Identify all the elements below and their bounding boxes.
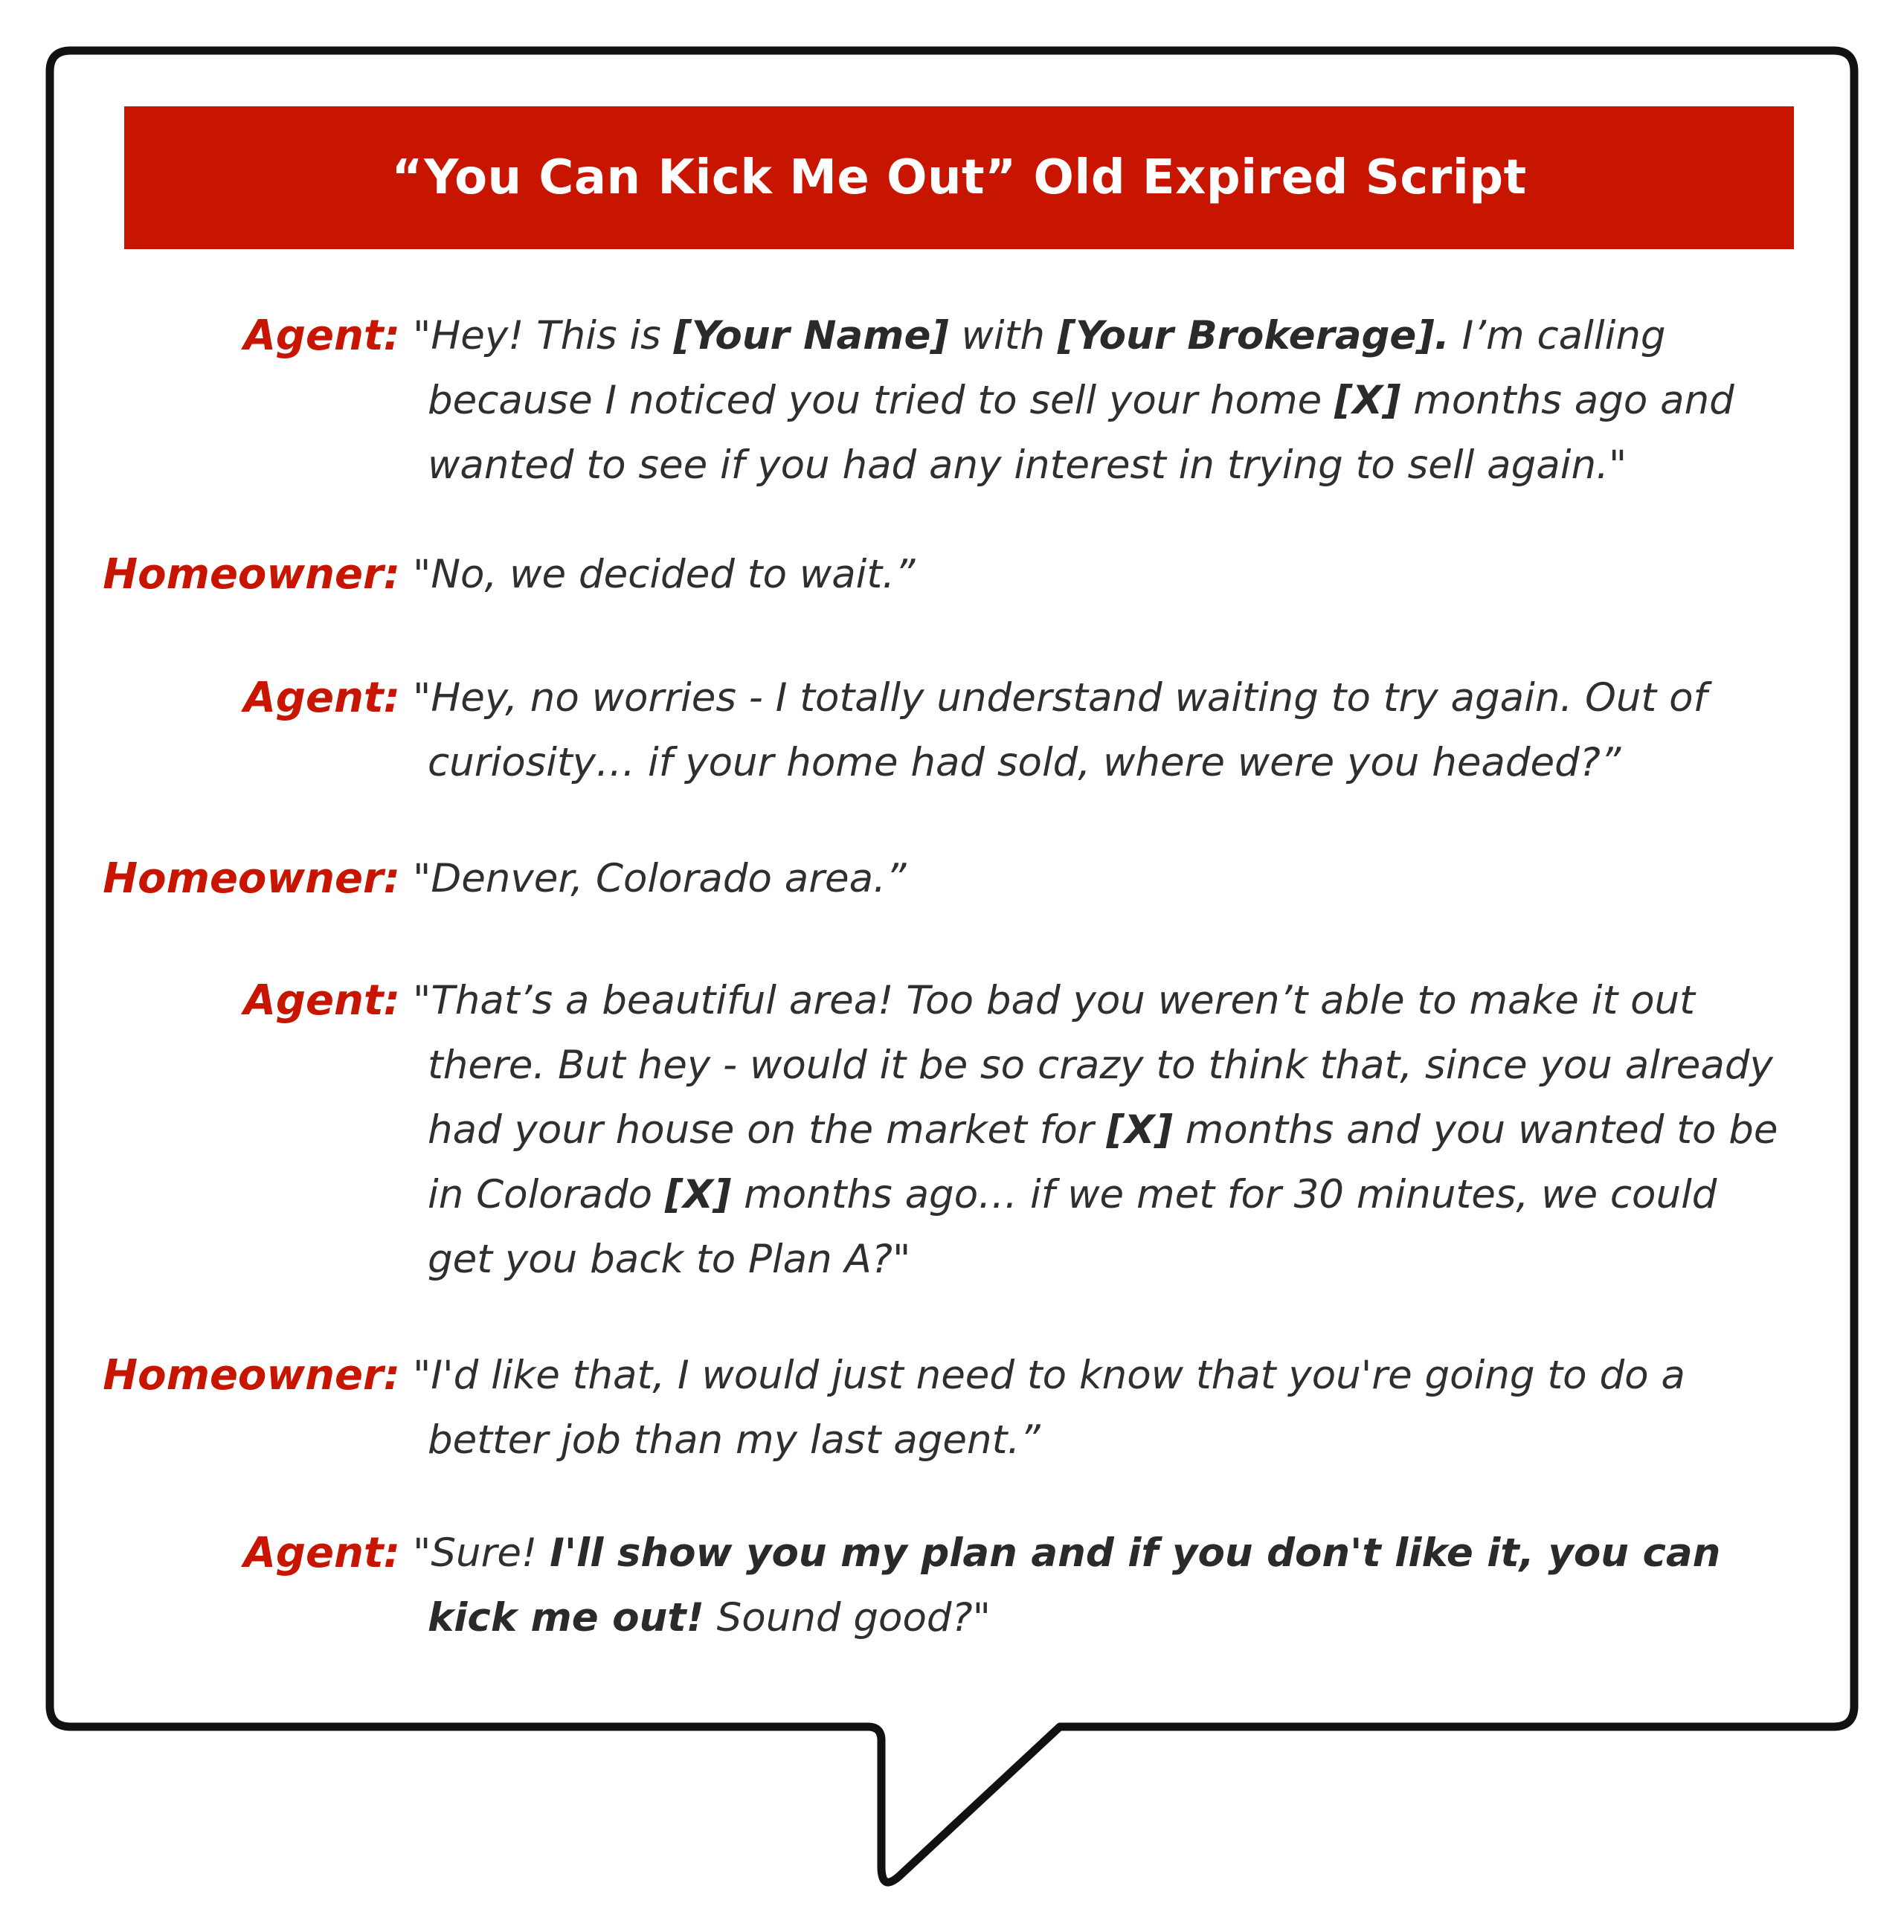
speaker-label-agent: Agent:	[243, 976, 400, 1025]
homeowner-line: "Denver, Colorado area.”	[413, 856, 907, 901]
speaker-label-homeowner: Homeowner:	[103, 550, 400, 599]
speaker-label-homeowner: Homeowner:	[103, 1351, 400, 1400]
agent-line: "Hey! This is [Your Name] with [Your Brokerage]. I’m calling because I noticed you tried to sell your home [X] months ago and wanted to see if you had any interest in trying to sell again."	[413, 313, 1734, 488]
agent-line: "That’s a beautiful area! Too bad you weren’t able to make it out there. But hey - would it be so crazy to think that, since you already had your house on the market for [X] months and you wanted to be in Colorado [X] months ago… if we met for 30 minutes, we could get you back to Plan A?"	[413, 978, 1778, 1282]
speaker-label-homeowner: Homeowner:	[103, 854, 400, 903]
title-banner	[124, 106, 1794, 249]
homeowner-line: "No, we decided to wait.”	[413, 552, 916, 597]
speaker-label-agent: Agent:	[243, 1529, 400, 1577]
script-title: “You Can Kick Me Out” Old Expired Script	[391, 150, 1527, 205]
agent-line: "Hey, no worries - I totally understand waiting to try again. Out of curiosity… if your home had sold, where were you headed?”	[413, 675, 1708, 785]
speaker-label-agent: Agent:	[243, 674, 400, 722]
speaker-label-agent: Agent:	[243, 312, 400, 360]
homeowner-line: "I'd like that, I would just need to know that you're going to do a better job than my last agent.”	[413, 1353, 1685, 1463]
agent-line: "Sure! I'll show you my plan and if you don't like it, you can kick me out! Sound good?"	[413, 1530, 1721, 1640]
